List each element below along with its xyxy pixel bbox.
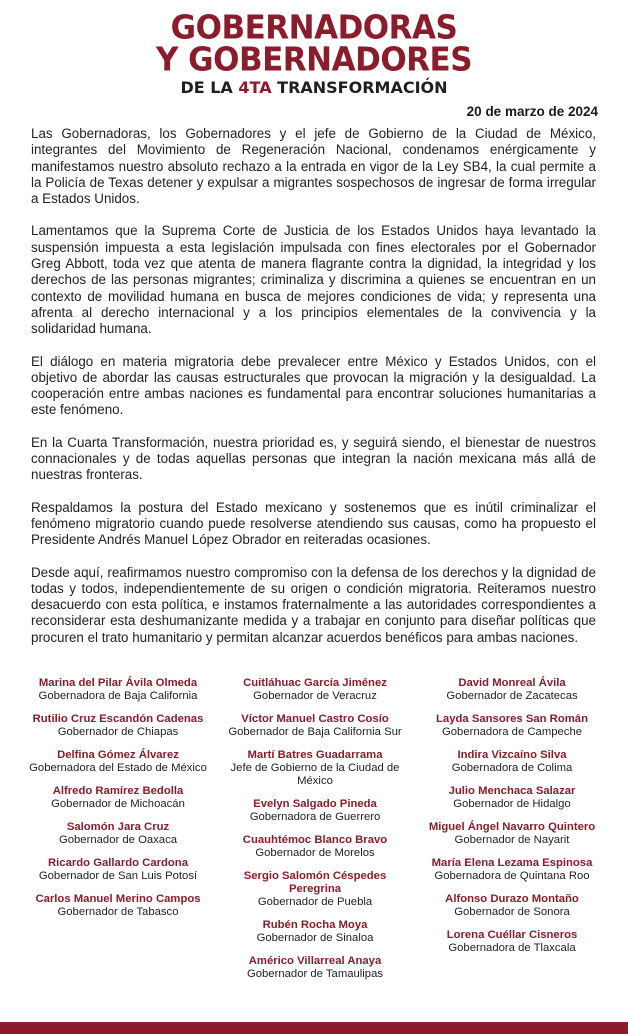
signer-name: Ricardo Gallardo Cardona [48, 857, 188, 869]
signature [414, 677, 610, 703]
paragraph: El diálogo en materia migratoria debe prevalecer entre México y Estados Unidos, con el objetivo de abordar las causas estructurales que provocan la migración y la desigualdad. La cooperación entre ambas naciones es fundamental para encontrar soluciones humanitarias a este fenómeno. [31, 353, 596, 418]
signer-name: Rubén Rocha Moya [262, 919, 368, 931]
paragraph: Lamentamos que la Suprema Corte de Justicia de los Estados Unidos haya levantado la suspensión impuesta a esta legislación impulsada con fines electorales por el Gobernador Greg Abbott, toda vez que atenta de manera flagrante contra la dignidad, la integridad y los derechos de las personas migrantes; criminaliza y discrimina a quienes se encuentran en un contexto de movilidad humana en busca de mejores condiciones de vida; y representa una afrenta al derecho internacional y a los principios elementales de la convivencia y la solidaridad humana. [31, 223, 596, 337]
signature [217, 870, 413, 909]
signer-name: Sergio Salomón Céspedes Peregrina [243, 870, 387, 895]
signature [414, 929, 610, 955]
signer-name: Lorena Cuéllar Cisneros [446, 929, 578, 941]
signer-role: Gobernador de Zacatecas [446, 690, 578, 702]
subtitle-suffix: TRANSFORMACIÓN [271, 78, 448, 97]
document-date: 20 de marzo de 2024 [466, 104, 598, 119]
signer-name: Alfonso Durazo Montaño [445, 893, 579, 905]
subtitle-accent: 4TA [238, 78, 272, 97]
signer-name: Víctor Manuel Castro Cosío [241, 713, 389, 725]
signature [217, 834, 413, 860]
signature [414, 857, 610, 883]
bottom-brand-bar [0, 1022, 628, 1034]
signer-role: Gobernador de Baja California Sur [228, 726, 402, 738]
signer-role: Gobernador de Michoacán [51, 798, 185, 810]
signature [217, 749, 413, 788]
signer-name: Rutilio Cruz Escandón Cadenas [32, 713, 204, 725]
signature [414, 749, 610, 775]
title-line-1: GOBERNADORAS [170, 9, 458, 47]
signer-role: Gobernador de Chiapas [57, 726, 179, 738]
signer-role: Gobernadora de Baja California [38, 690, 198, 702]
subtitle [0, 78, 628, 98]
signer-name: Indira Vizcaíno Silva [457, 749, 567, 761]
signature [20, 893, 216, 919]
signer-role: Gobernador de Hidalgo [453, 798, 571, 810]
signer-name: María Elena Lezama Espinosa [431, 857, 593, 869]
signer-role: Gobernador de Tamaulipas [246, 968, 384, 980]
signer-name: Evelyn Salgado Pineda [253, 798, 377, 810]
signer-role: Gobernador de Sinaloa [256, 932, 374, 944]
signature [20, 785, 216, 811]
paragraph: Respaldamos la postura del Estado mexicano y sostenemos que es inútil criminalizar el fenómeno migratorio cuando puede resolverse atendiendo sus causas, como ha propuesto el Presidente Andrés Manuel López Obrador en reiteradas ocasiones. [31, 499, 596, 548]
signature-column-2 [217, 677, 413, 991]
signer-role: Gobernador de Veracruz [253, 690, 377, 702]
signature [414, 893, 610, 919]
signer-name: Delfina Gómez Álvarez [57, 749, 179, 761]
signature [20, 677, 216, 703]
signer-role: Gobernadora de Campeche [441, 726, 583, 738]
signer-role: Gobernador de Nayarit [454, 834, 570, 846]
paragraph: Las Gobernadoras, los Gobernadores y el jefe de Gobierno de la Ciudad de México, integrantes del Movimiento de Regeneración Nacional, condenamos enérgicamente y manifestamos nuestro absoluto rechazo a la entrada en vigor de la Ley SB4, la cual permite a la Policía de Texas detener y expulsar a migrantes sospechosos de ingresar de forma irregular a Estados Unidos. [31, 126, 596, 207]
signer-name: Layda Sansores San Román [436, 713, 588, 725]
signature [217, 677, 413, 703]
signer-role: Gobernador de Puebla [257, 896, 373, 908]
signature [414, 785, 610, 811]
signature [20, 713, 216, 739]
signature-column-1 [20, 677, 216, 991]
signer-name: Salomón Jara Cruz [66, 821, 170, 833]
signature [217, 919, 413, 945]
signer-role: Gobernador de Morelos [255, 847, 375, 859]
signer-name: Carlos Manuel Merino Campos [35, 893, 201, 905]
subtitle-prefix: DE LA [180, 78, 239, 97]
paragraph: Desde aquí, reafirmamos nuestro compromiso con la defensa de los derechos y la dignidad de todas y todos, independientemente de su origen o condición migratoria. Reiteramos nuestro desacuerdo con esta política, e instamos fraternalmente a las autoridades correspondientes a reconsiderar esta deshumanizante medida y a trabajar en conjunto para diseñar políticas que procuren el trato humanitario y permitan alcanzar acuerdos benéficos para ambas naciones. [31, 564, 596, 645]
signer-role: Jefe de Gobierno de la Ciudad de México [230, 762, 400, 787]
signature [20, 749, 216, 775]
signer-name: Américo Villarreal Anaya [248, 955, 382, 967]
statement-body [31, 126, 596, 662]
signer-role: Gobernadora de Tlaxcala [448, 942, 576, 954]
signer-role: Gobernadora del Estado de México [29, 762, 207, 774]
signature [217, 798, 413, 824]
signer-role: Gobernador de Oaxaca [58, 834, 178, 846]
paragraph: En la Cuarta Transformación, nuestra prioridad es, y seguirá siendo, el bienestar de nuestros connacionales y de todas aquellas personas que integran la nación mexicana más allá de nuestras fronteras. [31, 434, 596, 483]
signer-name: Alfredo Ramírez Bedolla [52, 785, 184, 797]
signature [414, 821, 610, 847]
signer-role: Gobernador de Sonora [454, 906, 570, 918]
signatures [20, 677, 610, 991]
signature [217, 713, 413, 739]
title-line-2: Y GOBERNADORES [155, 41, 473, 79]
signature [20, 821, 216, 847]
signature [20, 857, 216, 883]
signature [414, 713, 610, 739]
signer-name: Julio Menchaca Salazar [448, 785, 576, 797]
signer-name: David Monreal Ávila [458, 677, 566, 689]
signer-name: Cuitláhuac García Jiménez [243, 677, 387, 689]
signer-role: Gobernadora de Quintana Roo [434, 870, 590, 882]
signature-column-3 [414, 677, 610, 991]
signer-name: Miguel Ángel Navarro Quintero [428, 821, 596, 833]
signer-name: Marina del Pilar Ávila Olmeda [38, 677, 198, 689]
header [0, 0, 628, 98]
signer-role: Gobernadora de Guerrero [249, 811, 381, 823]
signature [217, 955, 413, 981]
signer-role: Gobernador de San Luis Potosí [38, 870, 198, 882]
signer-role: Gobernador de Tabasco [57, 906, 179, 918]
signer-name: Cuauhtémoc Blanco Bravo [242, 834, 388, 846]
signer-role: Gobernadora de Colima [451, 762, 573, 774]
signer-name: Martí Batres Guadarrama [247, 749, 383, 761]
